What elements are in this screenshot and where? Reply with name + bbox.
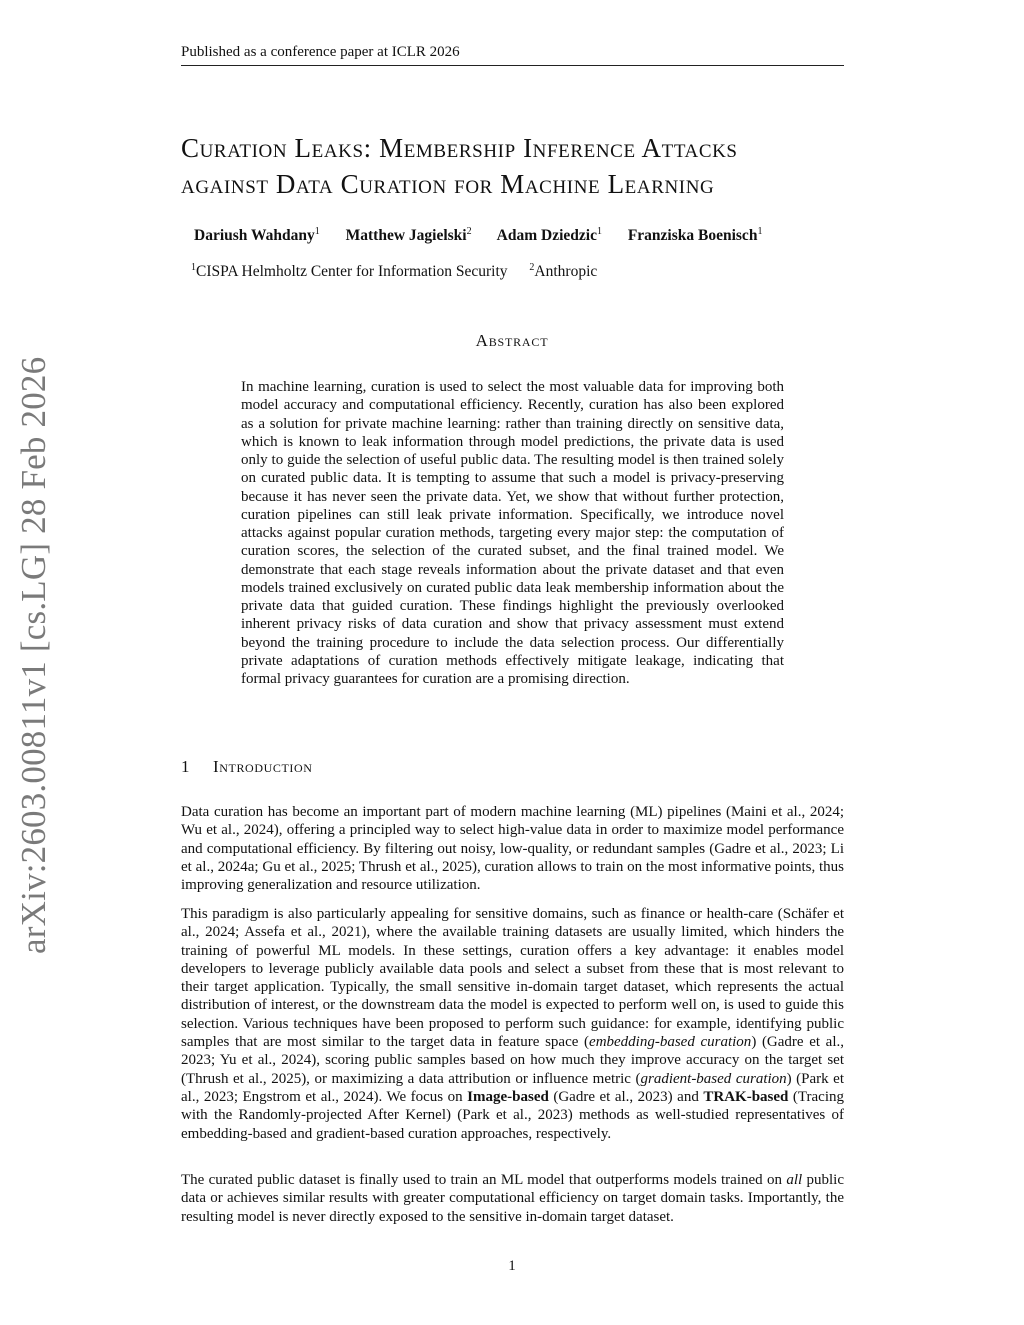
title-line-2: against Data Curation for Machine Learning	[181, 169, 715, 199]
intro-paragraph-2: This paradigm is also particularly appealing for sensitive domains, such as finance or health-care (Schäfer et al., 2024; Assefa et al., 2021), where the available training datasets are usually limited, which hinders the training of powerful ML models. In these settings, curation offers a key advantage: it enables model developers to leverage publicly available data pools and select a subset from these that is most relevant to their target application. Typically, the small sensitive in-domain target dataset, which represents the actual distribution of interest, or the downstream data the model is expected to perform well on, is used to guide this selection. Various techniques have been proposed to perform such guidance: for example, identifying public samples that are most similar to the target data in feature space (embedding-based curation) (Gadre et al., 2023; Yu et al., 2024), scoring public samples based on how much they improve accuracy on the target set (Thrush et al., 2025), or maximizing a data attribution or influence metric (gradient-based curation) (Park et al., 2023; Engstrom et al., 2024). We focus on Image-based (Gadre et al., 2023) and TRAK-based (Tracing with the Randomly-projected After Kernel) (Park et al., 2023) methods as well-studied representatives of embedding-based and gradient-based curation approaches, respectively.	[181, 906, 845, 1142]
arxiv-identifier[interactable]: arXiv:2603.00811v1 [cs.LG] 28 Feb 2026	[14, 356, 53, 954]
author: Franziska Boenisch$^1$	[627, 225, 763, 244]
affiliation-list	[191, 263, 615, 281]
method-name-trak-based: TRAK-based	[703, 1088, 789, 1105]
emphasis: gradient-based curation	[640, 1070, 787, 1087]
method-name-image-based: Image-based	[467, 1088, 549, 1105]
author-list	[194, 227, 784, 245]
section-title: Introduction	[213, 757, 313, 776]
conference-header: Published as a conference paper at ICLR 2026	[181, 44, 844, 66]
author: Matthew Jagielski$^2$	[345, 225, 472, 244]
author: Adam Dziedzic$^1$	[496, 225, 602, 244]
abstract-text: In machine learning, curation is used to select the most valuable data for improving both model accuracy and computational efficiency. Recently, curation has also been explored as a solution for private machine learning: rather than training directly on sensitive data, which is known to leak information through model predictions, the private data is used only to guide the selection of useful public data. The resulting model is then trained solely on curated public data. It is tempting to assume that such a model is privacy-preserving because it has never seen the private data. Yet, we show that without further protection, curation pipelines can still leak private information. Specifically, we introduce novel attacks against popular curation methods, targeting every major step: the computation of curation scores, the selection of the curated subset, and the final trained model. We demonstrate that each stage reveals information about the private dataset and that even models trained exclusively on curated public data leak membership information about the private data that guided curation. These findings highlight the previously overlooked inherent privacy risks of data curation and show that privacy assessment must extend beyond the training procedure to include the data selection process. Our differentially private adaptations of curation methods effectively mitigate leakage, indicating that formal privacy guarantees for curation are a promising direction.	[241, 379, 784, 687]
abstract-heading: Abstract	[475, 331, 549, 350]
paper-title	[181, 130, 881, 202]
section-heading-introduction	[181, 757, 313, 777]
author: Dariush Wahdany$^1$	[194, 225, 320, 244]
affiliation: $^2$Anthropic	[529, 261, 598, 280]
affiliation: $^1$CISPA Helmholtz Center for Information Security	[191, 261, 508, 280]
page-number: 1	[508, 1258, 516, 1274]
emphasis: all	[786, 1172, 803, 1188]
intro-paragraph-1: Data curation has become an important part of modern machine learning (ML) pipelines (Maini et al., 2024; Wu et al., 2024), offering a principled way to select high-value data in order to maximize model performance and computational efficiency. By filtering out noisy, low-quality, or redundant samples (Gadre et al., 2023; Li et al., 2024a; Gu et al., 2025; Thrush et al., 2025), curation allows to train on the most informative points, thus improving generalization and resource utilization.	[181, 804, 844, 894]
intro-paragraph-3: The curated public dataset is finally used to train an ML model that outperforms models trained on all public data or achieves similar results with greater computational efficiency on target domain tasks. Importantly, the resulting model is never directly exposed to the sensitive in-domain target dataset.	[181, 1172, 844, 1225]
section-number: 1	[181, 757, 191, 776]
title-line-1: Curation Leaks: Membership Inference Attacks	[181, 133, 738, 163]
emphasis: embedding-based curation	[589, 1034, 752, 1051]
